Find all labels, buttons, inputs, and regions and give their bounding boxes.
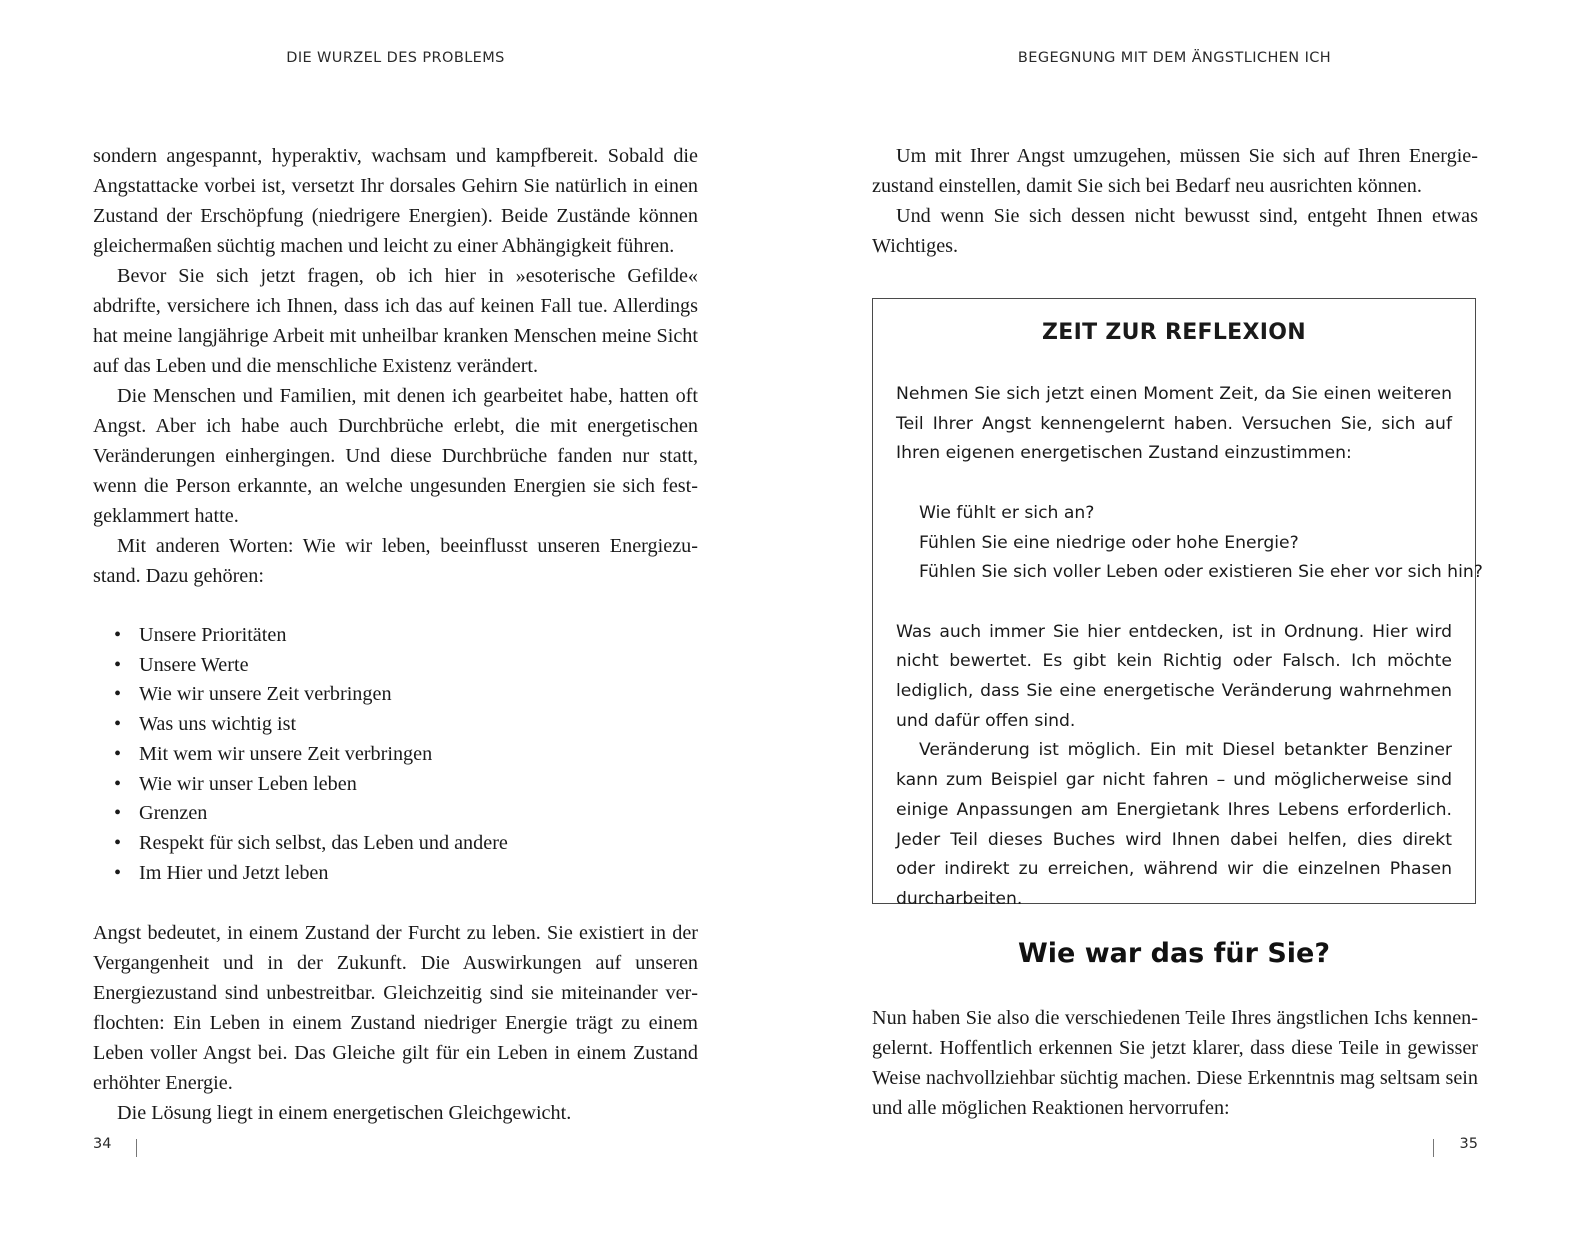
reflection-after: Was auch immer Sie hier entdecken, ist in Ordnung. Hier wird nicht bewertet. Es gibt kein Richtig oder Falsch. Ich möchte lediglich, dass Sie eine energetische Veränderung wahrnehmen und dafür offen sind.: [896, 621, 1452, 731]
paragraph: Bevor Sie sich jetzt fragen, ob ich hier in »esoterische Gefilde« abdrifte, versichere ich Ihnen, dass ich das auf keinen Fall tue. Allerdings hat meine langjährige Arbeit mit unheilbar kranken Menschen meine Sicht auf das Leben und die menschliche Existenz verändert.: [93, 265, 698, 377]
paragraph: Nun haben Sie also die verschiedenen Teile Ihres ängstlichen Ichs kennengelernt. Hoffentlich erkennen Sie jetzt klarer, dass diese Teile in gewisser Weise nachvollziehbar süchtig machen. Diese Erkenntnis mag seltsam sein und alle möglichen Reaktionen hervorrufen:: [872, 1007, 1478, 1119]
list-item: • Unsere Werte: [139, 651, 698, 681]
paragraph: Die Menschen und Familien, mit denen ich gearbeitet habe, hatten oft Angst. Aber ich habe auch Durchbrüche erlebt, die mit energetischen Veränderungen einhergingen. Und diese Durchbrüche fanden nur statt, wenn die Person erkannte, an welche ungesunden Energien sie sich festgeklammert hatte.: [93, 385, 698, 527]
list-item: • Im Hier und Jetzt leben: [139, 859, 698, 889]
bullet-icon: •: [114, 772, 122, 795]
reflection-box: [872, 298, 1483, 909]
list-item: • Wie wir unsere Zeit verbringen: [139, 680, 698, 710]
bullet-icon: •: [114, 683, 122, 706]
page-number-left: 34: [93, 1136, 112, 1152]
list-item: Wie fühlt er sich an?: [919, 502, 1095, 523]
list-item: Fühlen Sie eine niedrige oder hohe Energie?: [919, 532, 1299, 553]
paragraph: Mit anderen Worten: Wie wir leben, beeinflusst unseren Energiezustand. Dazu gehören:: [93, 535, 698, 587]
running-head-right: BEGEGNUNG MIT DEM ÄNGSTLICHEN ICH: [1017, 50, 1332, 66]
left-body-text: [93, 141, 698, 1128]
list-item: • Respekt für sich selbst, das Leben und andere: [139, 829, 698, 859]
right-body-text: [872, 141, 1478, 261]
list-item: • Unsere Prioritäten: [139, 621, 698, 651]
bullet-icon: •: [114, 802, 122, 825]
reflection-questions: [919, 499, 1483, 588]
paragraph: Und wenn Sie sich dessen nicht bewusst sind, entgeht Ihnen etwas Wichtiges.: [872, 205, 1478, 257]
section-heading: Wie war das für Sie?: [1017, 938, 1330, 969]
paragraph: sondern angespannt, hyperaktiv, wachsam und kampfbereit. Sobald die Angstattacke vorbei ist, versetzt Ihr dorsales Gehirn Sie natürlich in einen Zustand der Erschöpfung (niedrigere Energien). Beide Zustände können gleichermaßen süchtig machen und leicht zu einer Abhängigkeit führen.: [93, 145, 698, 257]
list-item: • Wie wir unser Leben leben: [139, 770, 698, 800]
bullet-icon: •: [114, 713, 122, 736]
bullet-icon: •: [114, 742, 122, 765]
running-head-left: DIE WURZEL DES PROBLEMS: [286, 50, 505, 66]
right-page: [797, 0, 1594, 1240]
reflection-intro: Nehmen Sie sich jetzt einen Moment Zeit, da Sie einen weiteren Teil Ihrer Angst kennengelernt haben. Versuchen Sie, sich auf Ihren eigenen energetischen Zustand einzustimmen:: [896, 384, 1452, 464]
bullet-icon: •: [114, 831, 122, 854]
list-item: • Grenzen: [139, 799, 698, 829]
paragraph: Um mit Ihrer Angst umzugehen, müssen Sie sich auf Ihren Energiezustand einstellen, damit Sie sich bei Bedarf neu ausrichten können.: [872, 145, 1478, 197]
list-item: Fühlen Sie sich voller Leben oder existieren Sie eher vor sich hin?: [919, 562, 1483, 583]
list-item: • Was uns wichtig ist: [139, 710, 698, 740]
list-item: • Mit wem wir unsere Zeit verbringen: [139, 740, 698, 770]
bullet-icon: •: [114, 653, 122, 676]
bullet-icon: •: [114, 624, 122, 646]
bullet-list: [93, 621, 698, 888]
folio-divider: [136, 1139, 137, 1157]
page-number-right: 35: [1459, 1136, 1478, 1152]
right-bottom-text: [872, 1003, 1478, 1123]
reflection-closing: Veränderung ist möglich. Ein mit Diesel betankter Benziner kann zum Beispiel gar nicht fahren – und möglicherweise sind einige Anpassungen am Energietank Ihres Lebens erforderlich. Jeder Teil dieses Buches wird Ihnen dabei helfen, dies direkt oder indirekt zu erreichen, während wir die einzelnen Phasen durcharbeiten.: [896, 740, 1452, 909]
paragraph: Die Lösung liegt in einem energetischen Gleichgewicht.: [117, 1102, 572, 1125]
folio-divider: [1433, 1139, 1434, 1157]
paragraph: Angst bedeutet, in einem Zustand der Furcht zu leben. Sie existiert in der Vergangenheit und in der Zukunft. Die Auswirkungen auf unseren Energiezustand sind unbestreitbar. Gleichzeitig sind sie miteinander verflochten: Ein Leben in einem Zustand niedriger Energie trägt zu einem Leben voller Angst bei. Das Gleiche gilt für ein Leben in einem Zustand erhöhter Energie.: [93, 922, 698, 1095]
reflection-title: ZEIT ZUR REFLEXION: [1042, 320, 1306, 345]
bullet-icon: •: [114, 861, 122, 884]
